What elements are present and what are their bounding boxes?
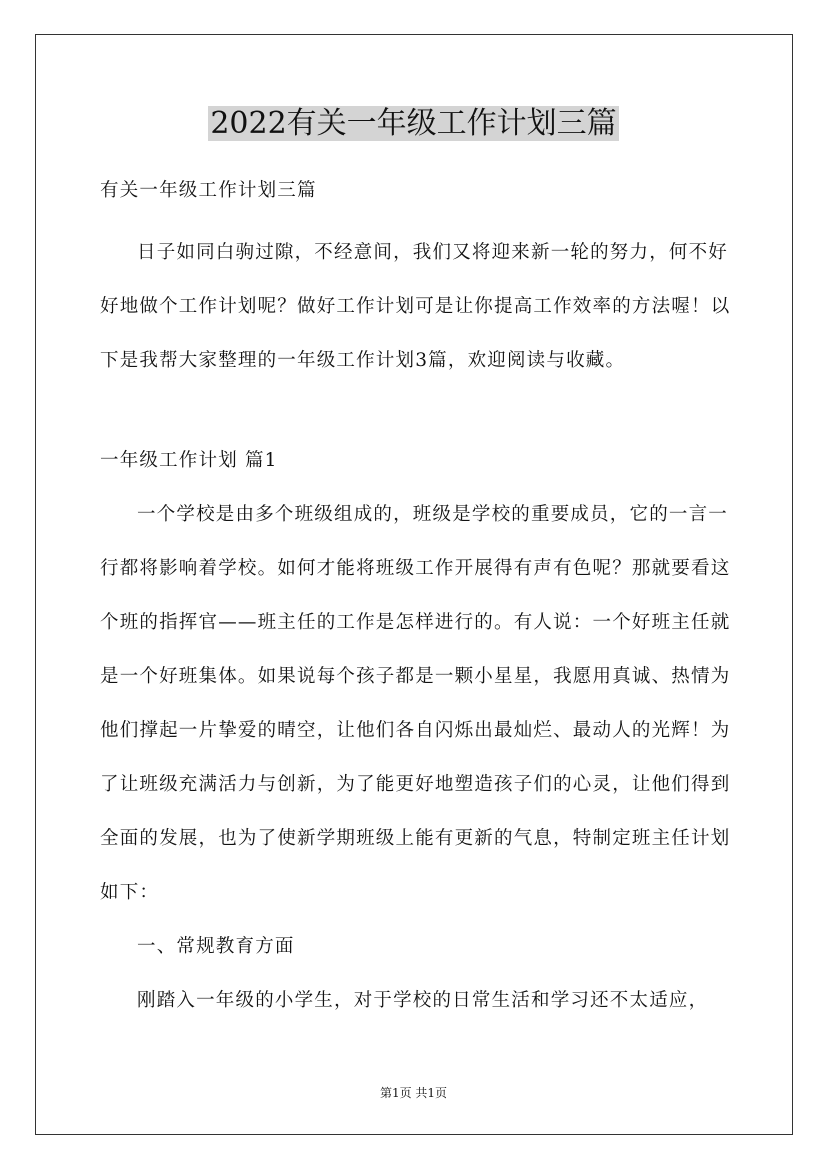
section-heading: 一年级工作计划 篇1 xyxy=(100,450,278,471)
document-body xyxy=(100,177,740,1028)
paragraph-start: 刚踏入一年级的小学生，对于学校的日常生活和学习还不太适应， xyxy=(137,990,709,1011)
document-title: 2022有关一年级工作计划三篇 xyxy=(210,106,617,141)
intro-paragraph: 日子如同白驹过隙，不经意间，我们又将迎来新一轮的努力，何不好好地做个工作计划呢？做好工作计划可是让你提高工作效率的方法喔！以下是我帮大家整理的一年级工作计划3篇，欢迎阅读与收藏。 xyxy=(100,242,731,371)
subheading-routine-education: 一、常规教育方面 xyxy=(137,936,295,957)
document-subtitle: 有关一年级工作计划三篇 xyxy=(100,180,317,201)
page-footer: 第1页 共1页 xyxy=(379,1086,448,1100)
section-paragraph: 一个学校是由多个班级组成的，班级是学校的重要成员，它的一言一行都将影响着学校。如何才能将班级工作开展得有声有色呢？那就要看这个班的指挥官——班主任的工作是怎样进行的。有人说：一个好班主任就是一个好班集体。如果说每个孩子都是一颗小星星，我愿用真诚、热情为他们撑起一片挚爱的晴空，让他们各自闪烁出最灿烂、最动人的光辉！为了让班级充满活力与创新，为了能更好地塑造孩子们的心灵，让他们得到全面的发展，也为了使新学期班级上能有更新的气息，特制定班主任计划如下： xyxy=(100,504,731,903)
